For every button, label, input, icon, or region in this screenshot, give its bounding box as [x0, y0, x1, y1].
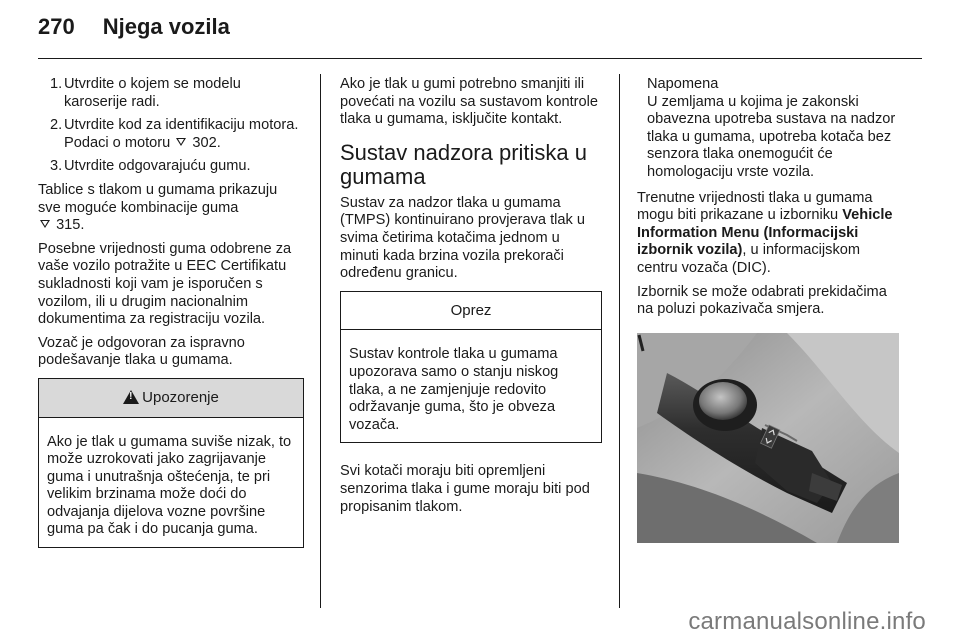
page-number: 270: [38, 14, 75, 39]
paragraph: Tablice s tlakom u gumama prikazuju sve moguće kombinacije guma 315.: [38, 181, 278, 234]
chapter-title: Njega vozila: [102, 14, 230, 39]
list-item: 1. Utvrdite o kojem se modelu karoserije radi.: [50, 76, 241, 110]
paragraph: Vozač je odgovoran za ispravno podešavanje tlaka u gumama.: [38, 334, 245, 369]
page-reference-icon: [176, 138, 186, 146]
paragraph: Trenutne vrijednosti tlaka u gumama mogu biti prikazane u izborniku Vehicle Information Menu (Informacijski izbornik vozila), u informacijskom centru vozača (DIC).: [637, 189, 893, 276]
stalk-switch-photo: [637, 333, 899, 543]
page-reference-link[interactable]: 315.: [56, 217, 85, 234]
section-heading: Sustav nadzora pritiska u gumama: [340, 139, 588, 189]
page-reference-link[interactable]: 302.: [192, 134, 221, 151]
paragraph: Svi kotači moraju biti opremljeni senzorima tlaka i gume moraju biti pod propisanim tlakom.: [340, 463, 590, 515]
list-item: 3. Utvrdite odgovarajuću gumu.: [50, 158, 251, 175]
paragraph: Ako je tlak u gumi potrebno smanjiti ili povećati na vozilu sa sustavom kontrole tlaka u gumama, isključite kontakt.: [340, 76, 598, 128]
warning-icon: [123, 390, 139, 404]
column-2: [340, 76, 602, 522]
note-title: Napomena: [647, 76, 719, 92]
column-divider-1: [320, 74, 321, 608]
paragraph: Izbornik se može odabrati prekidačima na poluzi pokazivača smjera.: [637, 283, 887, 318]
caution-box: [340, 291, 602, 444]
watermark: carmanualsonline.info: [688, 608, 926, 635]
caution-text: Sustav kontrole tlaka u gumama upozorava samo o stanju niskog tlaka, a ne zamjenjuje redovito održavanje guma, što je obveza vozača.: [349, 346, 559, 433]
column-1: [38, 76, 304, 548]
page-reference-icon: [40, 220, 50, 228]
paragraph: Posebne vrijednosti guma odobrene za vaše vozilo potražite u EEC Certifikatu sukladnosti koji vam je isporučen s vozilom, ili u drugim nacionalnim dokumentima za registraciju vozila.: [38, 240, 292, 328]
list-item: 2. Utvrdite kod za identifikaciju motora. Podaci o motoru 302.: [50, 117, 299, 151]
page-header: [38, 14, 230, 50]
warning-text: Ako je tlak u gumama suviše nizak, to može uzrokovati jako zagrijavanje guma i unutrašnja oštećenja, te pri velikim brzinama može doći do odvajanja dijelova vozne površine guma pa čak i do pucanja guma.: [47, 433, 292, 538]
warning-header: [39, 379, 303, 418]
caution-title: Oprez: [341, 292, 601, 331]
stalk-switch-illustration: [637, 333, 899, 543]
warning-title: Upozorenje: [142, 388, 219, 406]
note-block: [637, 76, 901, 182]
note-text: U zemljama u kojima je zakonski obavezna upotreba sustava na nadzor tlaka u gumama, upotreba kotača bez senzora tlaka onemogućit će homologaciju vrste vozila.: [647, 93, 896, 180]
steps-list: [38, 76, 304, 176]
warning-box: [38, 378, 304, 548]
paragraph: Sustav za nadzor tlaka u gumama (TMPS) kontinuirano provjerava tlak u svima četirima kotačima jednom u minuti kada brzina vozila prekorači određenu granicu.: [340, 194, 585, 282]
menu-name: Vehicle Information Menu (Informacijski izbornik vozila): [637, 207, 893, 259]
header-divider: [38, 58, 922, 59]
column-3: [637, 76, 901, 543]
column-divider-2: [619, 74, 620, 608]
